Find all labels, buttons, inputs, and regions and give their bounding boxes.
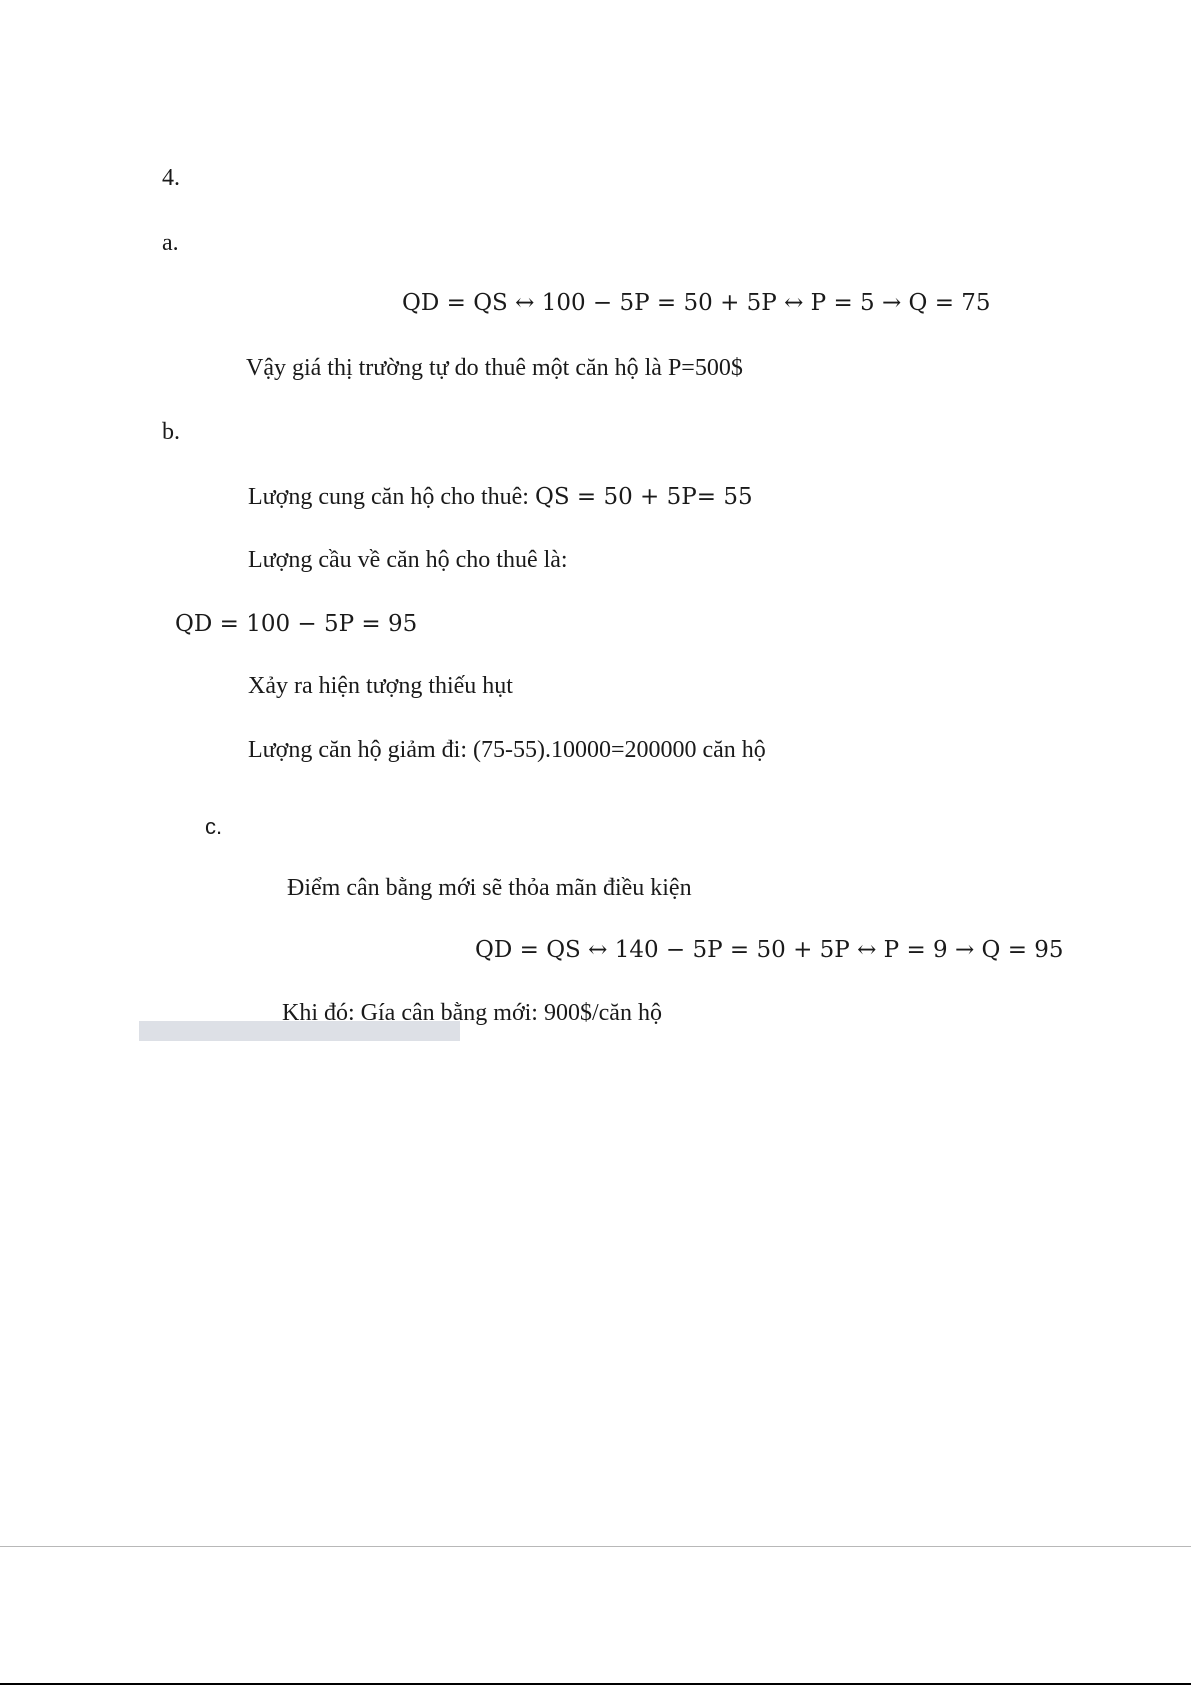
part-a-equation: QD = QS ↔ 100 − 5P = 50 + 5P ↔ P = 5 → Q = 75 (402, 290, 991, 316)
part-c-equation: QD = QS ↔ 140 − 5P = 50 + 5P ↔ P = 9 → Q = 95 (475, 937, 1064, 963)
part-b-label: b. (162, 419, 180, 445)
part-c-result: Khi đó: Gía cân bằng mới: 900$/căn hộ (282, 1000, 662, 1026)
page-footer-rule (0, 1546, 1191, 1547)
supply-text: Lượng cung căn hộ cho thuê: (248, 484, 529, 510)
part-a-conclusion: Vậy giá thị trường tự do thuê một căn hộ là P=500$ (246, 355, 743, 381)
supply-expression: QS = 50 + 5P= 55 (534, 484, 753, 510)
part-c-label: c. (205, 814, 223, 839)
problem-number: 4. (162, 165, 180, 191)
part-b-reduction: Lượng căn hộ giảm đi: (75-55).10000=200000 căn hộ (248, 737, 766, 763)
part-c-condition: Điểm cân bằng mới sẽ thỏa mãn điều kiện (287, 875, 692, 901)
part-b-supply-line (248, 482, 753, 512)
part-b-demand-expression: QD = 100 − 5P = 95 (175, 611, 418, 637)
part-b-demand-text: Lượng cầu về căn hộ cho thuê là: (248, 547, 568, 573)
part-a-label: a. (162, 230, 179, 256)
part-b-shortage: Xảy ra hiện tượng thiếu hụt (248, 673, 513, 699)
